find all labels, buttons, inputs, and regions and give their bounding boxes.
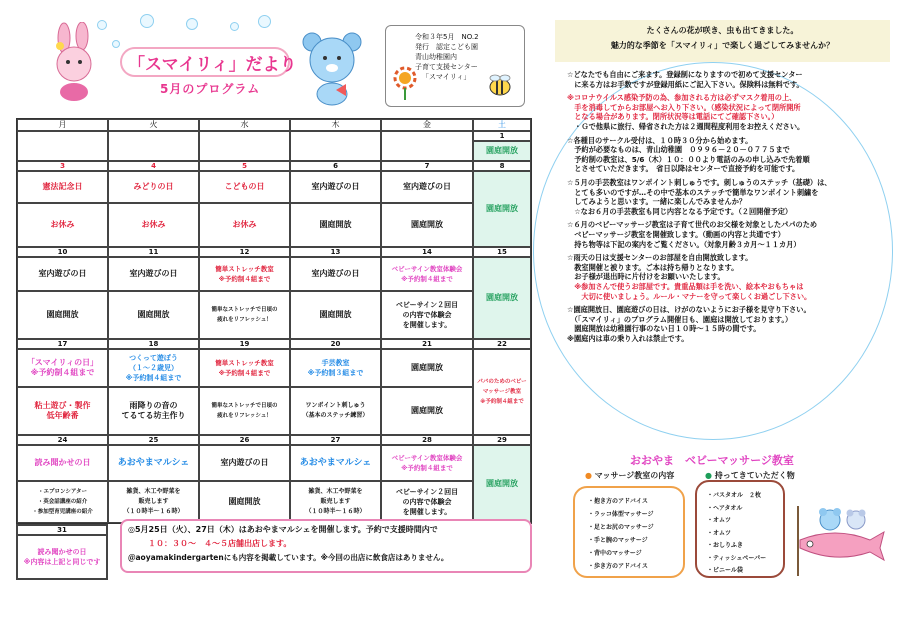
event-cell: 室内遊びの日: [381, 171, 473, 203]
info-line: とても多いのですが…その中で基本のステッチで簡単なワンポイント刺繍を: [567, 187, 819, 197]
list-item: ・ビニール袋: [707, 567, 743, 574]
event-cell: 憲法記念日: [17, 171, 108, 203]
info-line: 園庭開放は幼稚園行事のない日１０時～１５時の間です。: [567, 324, 761, 334]
bunny-illustration: [40, 22, 110, 102]
list-item: ・足とお尻のマッサージ: [588, 524, 654, 531]
list-item: ・背中のマッサージ: [588, 550, 642, 557]
day-number: 19: [199, 339, 290, 349]
event-cell: あおやまマルシェ: [108, 445, 199, 481]
day-number: 20: [290, 339, 381, 349]
event-cell: 簡単なストレッチで日頃の 疲れをリフレッシュ！: [199, 291, 290, 339]
event-cell: みどりの日: [108, 171, 199, 203]
list-item: ・ティッシュペーパー: [707, 554, 767, 562]
calendar-week6: [16, 524, 108, 580]
box1-caption-text: マッサージ教室の内容: [594, 471, 675, 480]
info-line: してみようと思います。一緒に楽しんでみませんか？: [567, 197, 747, 207]
carp-streamer-illustration: [790, 500, 890, 576]
empty-cell: [199, 131, 290, 161]
event-cell: あおやまマルシェ: [290, 445, 381, 481]
info-line: ※コロナウイルス感染予防の為、参加される方は必ずマスク着用の上、: [567, 93, 797, 103]
info-line: 大切に使いましょう。ルール・マナーを守って楽しくお過ごし下さい。: [567, 291, 812, 301]
event-cell: 簡単ストレッチ教室 ※予約制４組まで: [199, 257, 290, 291]
day-number: 27: [290, 435, 381, 445]
event-cell: 室内遊びの日: [108, 257, 199, 291]
event-cell: 室内遊びの日: [17, 257, 108, 291]
day-number: 1: [473, 131, 531, 141]
info-line: 予約が必要なものは、青山幼稚園 ０９９６－２０－０７７５まで: [567, 145, 790, 155]
list-item: ・ヘアタオル: [707, 504, 743, 512]
day-number: 13: [290, 247, 381, 257]
event-cell: 室内遊びの日: [290, 171, 381, 203]
event-cell: 園庭開放: [381, 349, 473, 387]
day-number: 7: [381, 161, 473, 171]
info-line: ☆６月のベビーマッサージ教室は子育て世代のお父様を対象としたパパのため: [567, 220, 818, 230]
info-line: ☆雨天の日は支援センターのお部屋を自由開放致します。: [567, 253, 753, 263]
empty-cell: [17, 131, 108, 161]
bee-icon: [485, 72, 515, 98]
notice-line: ◎5月25日（火）、27日（木）はあおやまマルシェを開催します。予約で支援時間内で: [128, 525, 438, 534]
event-cell: ベビーサイン２回目 の内容で体験会 を開催します。: [381, 291, 473, 339]
bubble-decoration: [112, 40, 120, 48]
weekday-header-saturday: 土: [473, 119, 531, 131]
info-line: 持ち物等は下記の案内をご覧ください。（対象月齢３カ月～１１カ月）: [567, 239, 801, 249]
event-cell: 園庭開放: [290, 203, 381, 247]
event-cell: 「スマイリィの日」 ※予約制４組まで: [17, 349, 108, 387]
event-cell: 雨降りの音の てるてる坊主作り: [108, 387, 199, 435]
weekday-header: 金: [381, 119, 473, 131]
day-number: 12: [199, 247, 290, 257]
publisher-line: 「スマイリィ」: [422, 73, 471, 81]
info-line: 教室開催と被ります。ご本は持ち帰りとなります。: [567, 262, 739, 272]
calendar-grid: [16, 118, 532, 524]
day-number: 22: [473, 339, 531, 349]
day-number: 11: [108, 247, 199, 257]
event-cell: 園庭開放: [473, 171, 531, 247]
info-line: ☆５月の手芸教室はワンポイント刺しゅうです。刺しゅうのステッチ（基礎）は、: [567, 178, 832, 187]
publisher-line: 発行 認定こども園: [415, 43, 478, 51]
empty-cell: [381, 131, 473, 161]
day-number: 14: [381, 247, 473, 257]
event-cell: 粘土遊び・製作 低年齢番: [17, 387, 108, 435]
publisher-line: 青山幼稚園内: [415, 53, 457, 61]
weekday-header: 火: [108, 119, 199, 131]
list-item: ・歩き方のアドバイス: [588, 563, 648, 570]
event-cell: 簡単なストレッチで日頃の 疲れをリフレッシュ！: [199, 387, 290, 435]
weekday-header: 水: [199, 119, 290, 131]
event-cell: パパのためのベビー マッサージ教室 ※予約制４組まで: [473, 349, 531, 435]
box1-caption: [585, 470, 674, 481]
day-number: 3: [17, 161, 108, 171]
event-cell: 園庭開放: [381, 203, 473, 247]
info-line: ※参加さんで使うお部屋です。貴重品類は手を洗い、絵本やおもちゃは: [567, 282, 804, 291]
info-line: とさせていただきます。 省日以降はセンターで直接予約を可能です。: [567, 164, 800, 174]
event-cell: お休み: [108, 203, 199, 247]
event-cell: 簡単ストレッチ教室 ※予約制４組まで: [199, 349, 290, 387]
event-cell: お休み: [199, 203, 290, 247]
info-line: ☆どなたでも自由にご来ます。登録制になりますので初めて支援センター: [567, 70, 803, 79]
event-cell: 読み聞かせの日 ※内容は上記と同じです: [17, 535, 107, 579]
day-number: 4: [108, 161, 199, 171]
list-item: ・オムツ: [707, 517, 732, 524]
day-number: 28: [381, 435, 473, 445]
bear-illustration: [296, 28, 368, 106]
bullet-icon: ●: [705, 471, 712, 480]
page-subtitle: 5月のプログラム: [160, 82, 261, 96]
event-cell: 園庭開放: [108, 291, 199, 339]
day-number: 31: [17, 525, 107, 535]
notice-line: ＠aoyamakindergartenにも内容を掲載しています。※今回の出店に飲食店はありません。: [128, 553, 449, 562]
list-item: ・バスタオル ２枚: [707, 492, 762, 499]
event-cell: 雑貨、木工や野菜を 販売します （１０時半～１６時）: [290, 481, 381, 523]
list-item: ・オムツ: [707, 529, 732, 537]
event-cell: こどもの日: [199, 171, 290, 203]
event-cell: 雑貨、木工や野菜を 販売します （１０時半～１６時）: [108, 481, 199, 523]
headline-line: 魅力的な季節を「スマイリィ」で楽しく過ごしてみませんか？: [610, 41, 835, 50]
bullet-icon: ●: [585, 471, 592, 480]
day-number: 17: [17, 339, 108, 349]
event-cell: 園庭開放: [381, 387, 473, 435]
event-cell: ベビーサイン２回目 の内容で体験会 を開催します。: [381, 481, 473, 523]
info-line: ※園庭内は車の乗り入れは禁止です。: [567, 334, 689, 343]
day-number: 15: [473, 247, 531, 257]
bubble-decoration: [230, 22, 239, 31]
info-line: に来る方はお手数ですが登録用紙にご記入下さい。保険料は無料です。: [567, 79, 804, 89]
info-line: 手を消毒してからお部屋へお入り下さい。（感染状況によって閉所開所: [567, 102, 801, 112]
info-line: 予約制の教室は、5/6（木）１０：００より電話のみの申し込みで先着順: [567, 154, 810, 164]
empty-cell: [108, 131, 199, 161]
day-number: 8: [473, 161, 531, 171]
weekday-header: 月: [17, 119, 108, 131]
day-number: 29: [473, 435, 531, 445]
notice-line: １０：３０～ ４～５店舗出店します。: [148, 539, 292, 548]
publisher-line: 子育て支援センター: [415, 63, 478, 71]
list-item: ・おしりふき: [707, 542, 744, 549]
info-line: （「スマイリィ」のプログラム開催日も、園庭は開放しております。）: [567, 314, 793, 324]
day-number: 25: [108, 435, 199, 445]
day-number: 6: [290, 161, 381, 171]
day-number: 18: [108, 339, 199, 349]
info-line: ☆各種目のサークル受付は、１０時３０分から始めます。: [567, 135, 753, 145]
event-cell: つくって遊ぼう （１～２歳児） ※予約制４組まで: [108, 349, 199, 387]
event-cell: 手芸教室 ※予約制３組まで: [290, 349, 381, 387]
event-cell: お休み: [17, 203, 108, 247]
day-number: 26: [199, 435, 290, 445]
bubble-decoration: [97, 20, 107, 30]
day-number: 21: [381, 339, 473, 349]
info-line: となる場合があります。閉所状況等は電話にてご確認下さい。）: [567, 112, 779, 122]
info-line: ☆なお６月の手芸教室も同じ内容となる予定です。（２回開催予定）: [567, 206, 793, 216]
event-cell: 園庭開放: [473, 445, 531, 523]
event-cell: 園庭開放: [473, 257, 531, 339]
info-line: ☆園庭開放日、園庭遊びの日は、けがのないようにお子様を見守り下さい。: [567, 305, 811, 315]
list-item: ・手と腕のマッサージ: [588, 537, 648, 544]
event-cell: 園庭開放: [290, 291, 381, 339]
box2-caption-text: 持ってきていただく物: [714, 471, 795, 480]
event-cell: ワンポイント刺しゅう （基本のステッチ練習）: [290, 387, 381, 435]
massage-class-title: おおやま ベビーマッサージ教室: [630, 454, 794, 467]
bubble-decoration: [186, 18, 198, 30]
event-cell: 園庭開放: [199, 481, 290, 523]
event-cell: ・エプロンシアター ・英会話講座の紹介 ・参加型育児講座の紹介: [17, 481, 108, 523]
event-cell: 読み聞かせの日: [17, 445, 108, 481]
publisher-line: 令和３年5月 NO.2: [415, 33, 479, 41]
list-item: ・抱き方のアドバイス: [588, 498, 648, 505]
empty-cell: [290, 131, 381, 161]
bubble-decoration: [258, 15, 271, 28]
info-line: ・Ｇで他県に旅行、帰省された方は２週間程度利用をお控えください。: [567, 122, 805, 131]
day-number: 24: [17, 435, 108, 445]
day-number: 10: [17, 247, 108, 257]
event-cell: ベビーサイン教室体験会 ※予約制４組まで: [381, 445, 473, 481]
page-title: 「スマイリィ」だより: [128, 55, 297, 75]
weekday-header: 木: [290, 119, 381, 131]
headline-line: たくさんの花が咲き、虫も出てきました。: [646, 26, 799, 35]
info-line: ベビーマッサージ教室を開催致します。（動画の内容と共通です）: [567, 230, 785, 239]
info-line: お子様が退出時に片付けをお願いいたします。: [567, 272, 725, 282]
event-cell: 園庭開放: [17, 291, 108, 339]
day-number: 5: [199, 161, 290, 171]
event-cell: 室内遊びの日: [290, 257, 381, 291]
bubble-decoration: [140, 14, 154, 28]
event-cell: 室内遊びの日: [199, 445, 290, 481]
event-cell: ベビーサイン教室体験会 ※予約制４組まで: [381, 257, 473, 291]
event-cell: 園庭開放: [473, 141, 531, 161]
list-item: ・ラッコ体型マッサージ: [588, 511, 654, 518]
